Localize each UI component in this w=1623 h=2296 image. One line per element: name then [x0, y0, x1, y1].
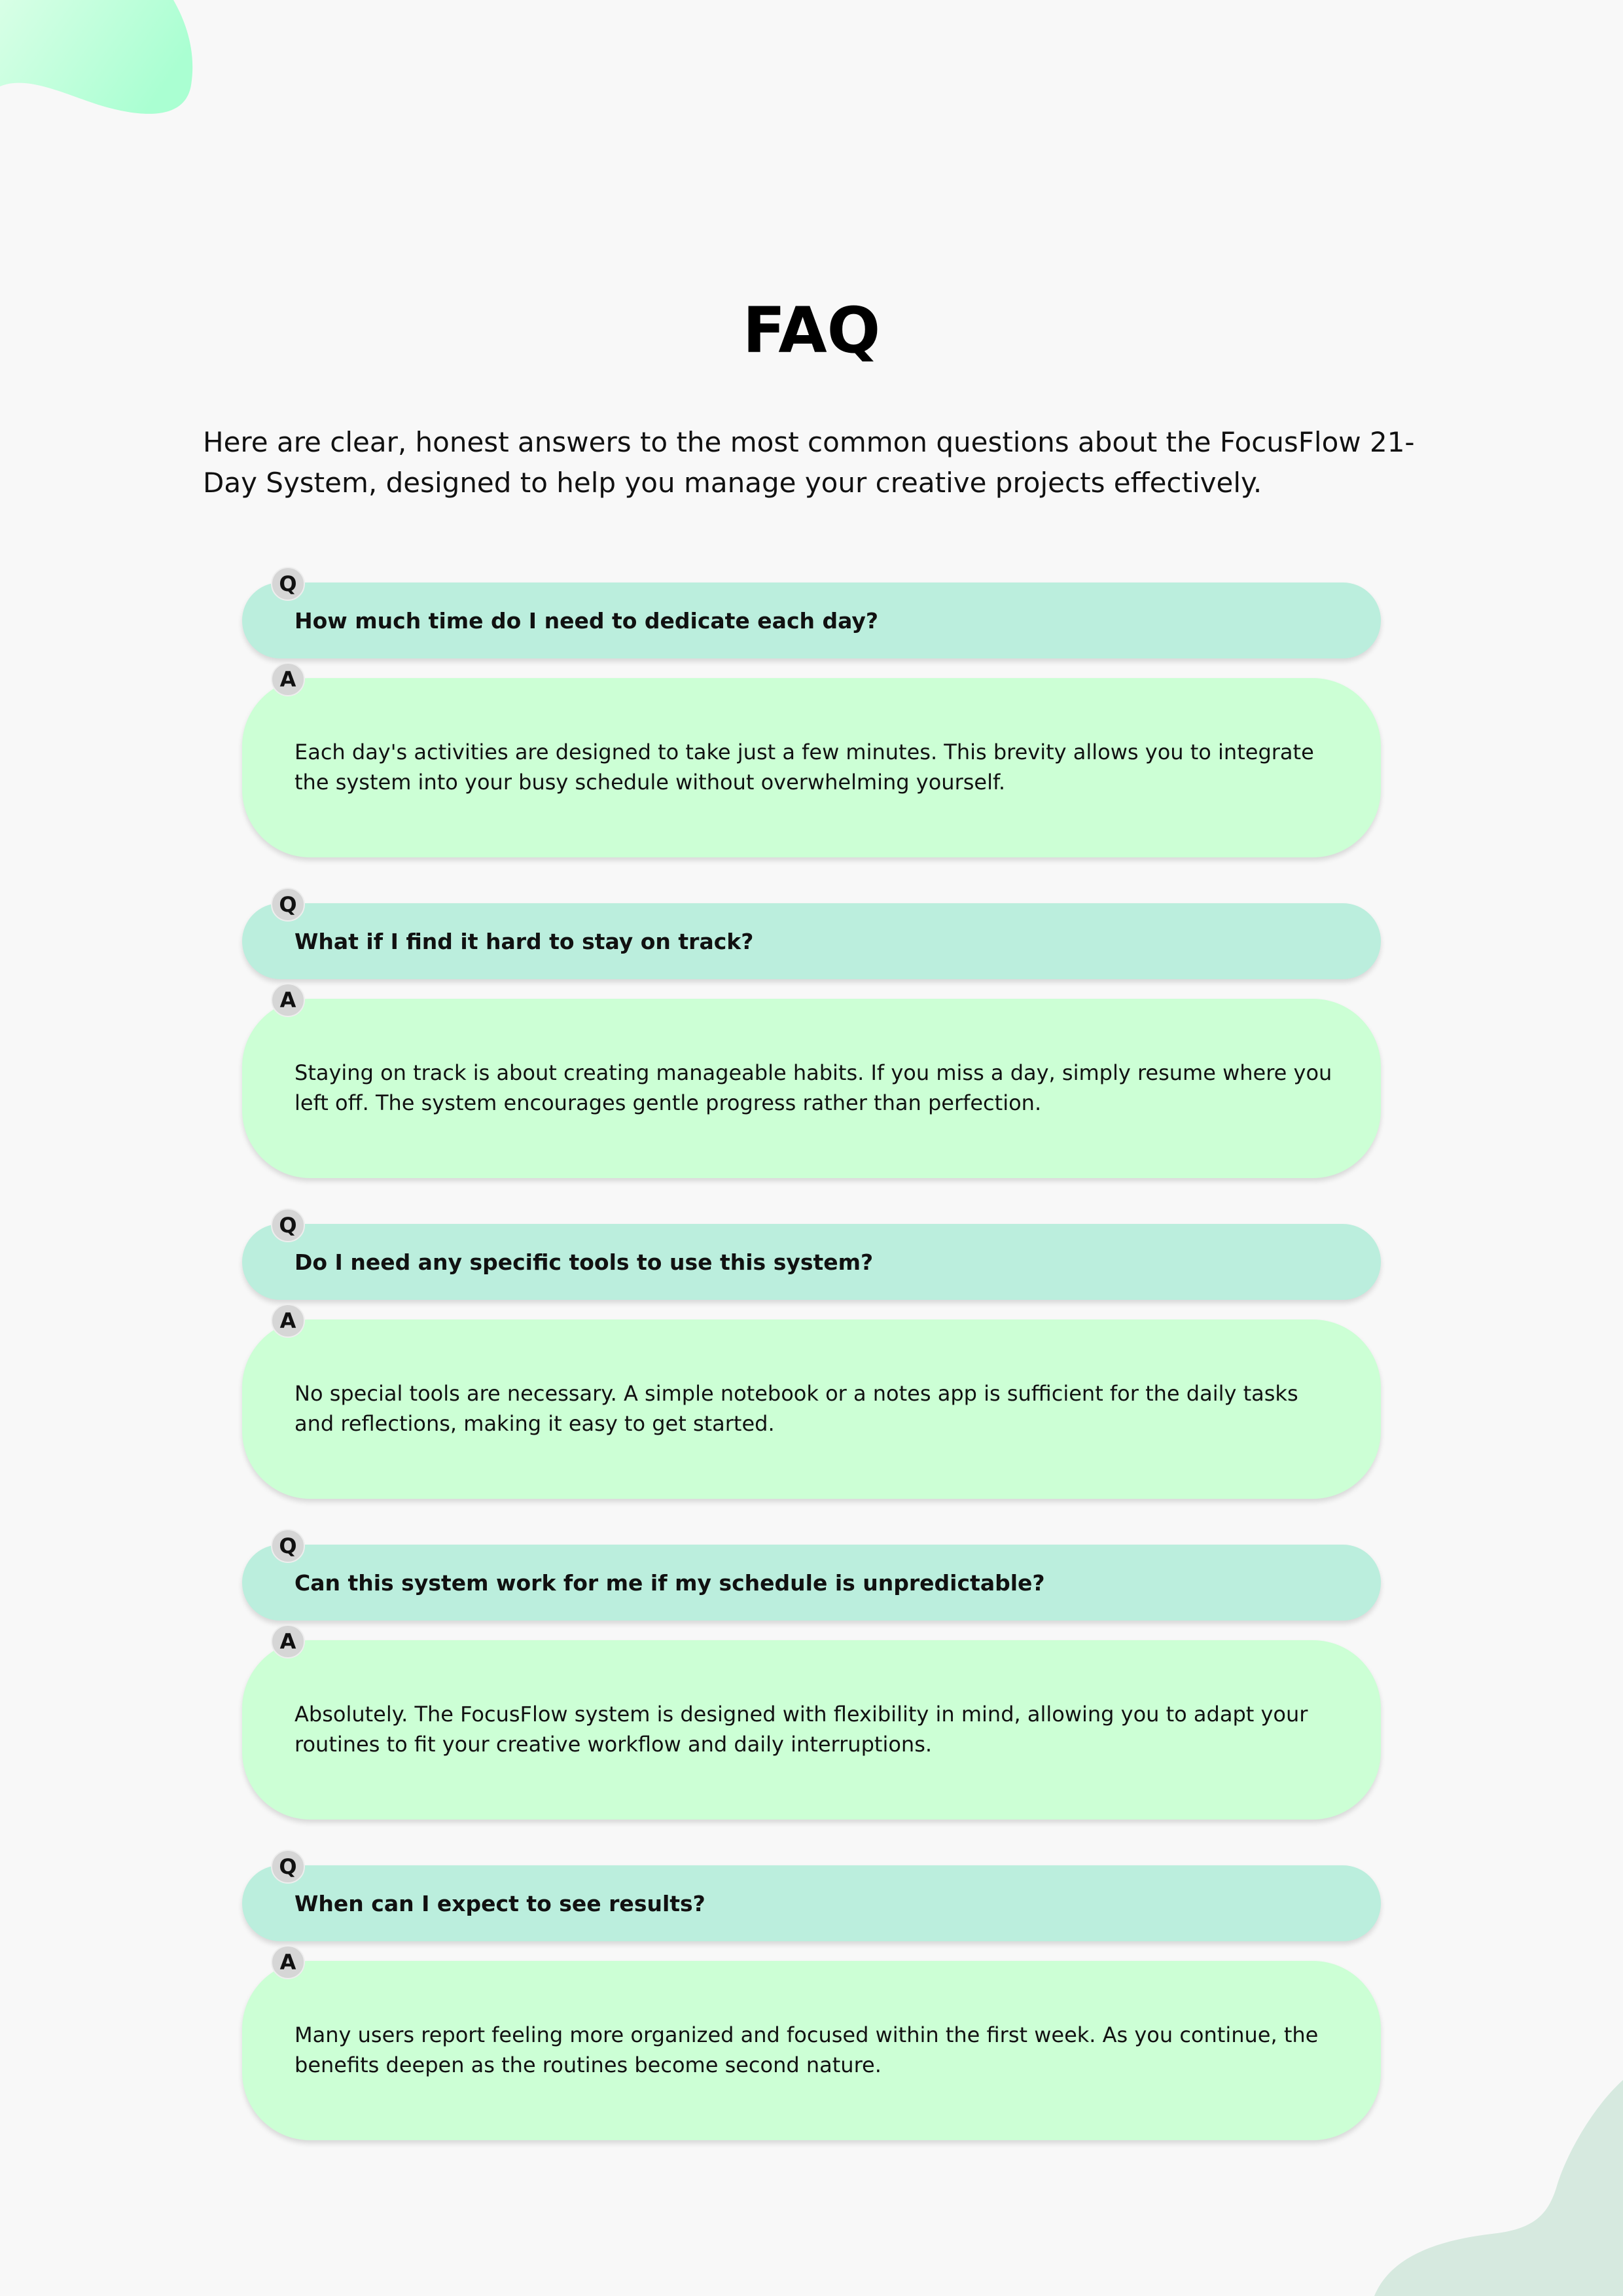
question-text: What if I find it hard to stay on track?	[294, 928, 754, 954]
answer-bubble	[242, 1319, 1381, 1499]
question-bubble	[242, 1224, 1381, 1300]
answer-bubble	[242, 999, 1381, 1178]
answer-text: Staying on track is about creating manageable habits. If you miss a day, simply resume where you left off. The system encourages gentle progress rather than perfection.	[294, 1060, 1332, 1115]
answer-marker: A	[271, 983, 305, 1017]
question-text: When can I expect to see results?	[294, 1890, 705, 1916]
answer-bubble	[242, 1640, 1381, 1820]
question-marker: Q	[271, 1850, 305, 1884]
question-bubble	[242, 1865, 1381, 1941]
intro-paragraph: Here are clear, honest answers to the most common questions about the FocusFlow 21-Day System, designed to help you manage your creative projects effectively.	[203, 426, 1415, 499]
question-text: How much time do I need to dedicate each day?	[294, 607, 879, 634]
answer-marker: A	[271, 1945, 305, 1979]
question-text: Do I need any specific tools to use this system?	[294, 1249, 874, 1275]
answer-marker: A	[271, 1304, 305, 1338]
answer-marker: A	[271, 662, 305, 696]
answer-marker: A	[271, 1624, 305, 1659]
faq-item	[242, 892, 1381, 1190]
question-marker: Q	[271, 1208, 305, 1242]
answer-text: Each day's activities are designed to take just a few minutes. This brevity allows you to integrate the system into your busy schedule without overwhelming yourself.	[294, 740, 1314, 795]
question-marker: Q	[271, 1529, 305, 1563]
answer-text: Many users report feeling more organized and focused within the first week. As you continue, the benefits deepen as the routines become second nature.	[294, 2022, 1319, 2077]
decorative-blob-bottom-right	[1374, 2080, 1623, 2296]
question-bubble	[242, 903, 1381, 979]
page-title: FAQ	[742, 294, 881, 367]
question-bubble	[242, 1545, 1381, 1621]
faq-item	[242, 1854, 1381, 2152]
faq-list	[242, 571, 1381, 2186]
answer-text: No special tools are necessary. A simple notebook or a notes app is sufficient for the daily tasks and reflections, making it easy to get started.	[294, 1381, 1298, 1436]
faq-item	[242, 1213, 1381, 1511]
question-marker: Q	[271, 567, 305, 601]
answer-bubble	[242, 1961, 1381, 2140]
question-text: Can this system work for me if my schedule is unpredictable?	[294, 1570, 1045, 1596]
question-marker: Q	[271, 888, 305, 922]
faq-item	[242, 571, 1381, 869]
decorative-blob-top-left	[0, 0, 209, 131]
answer-text: Absolutely. The FocusFlow system is designed with flexibility in mind, allowing you to adapt your routines to fit your creative workflow and daily interruptions.	[294, 1702, 1308, 1757]
question-bubble	[242, 583, 1381, 658]
answer-bubble	[242, 678, 1381, 857]
faq-item	[242, 1534, 1381, 1831]
